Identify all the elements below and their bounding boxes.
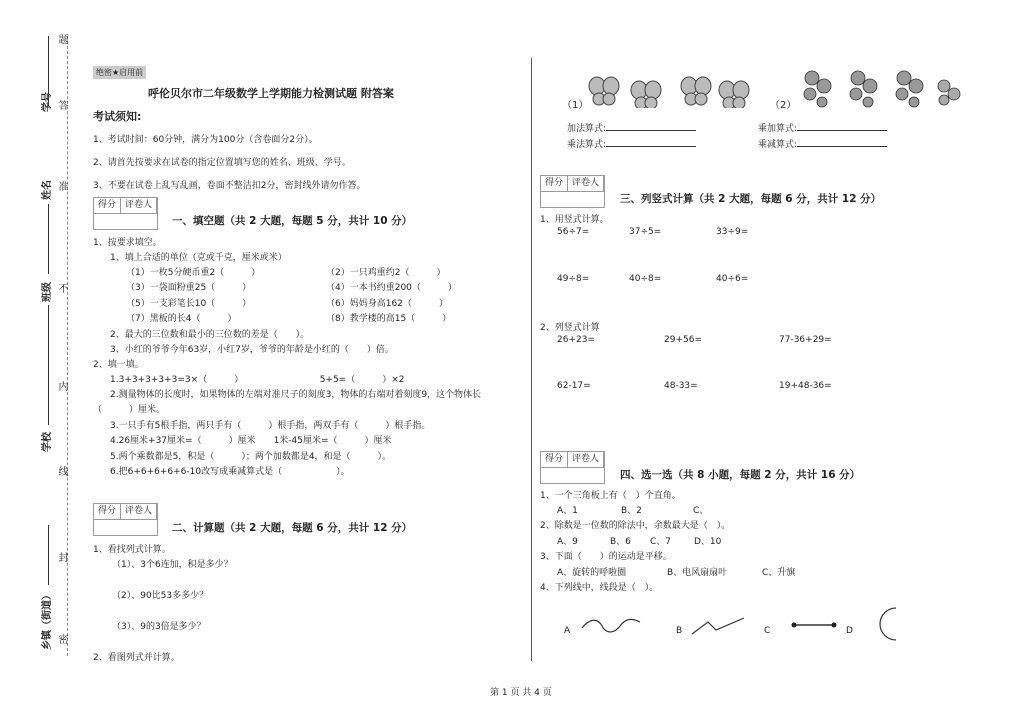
class-label: 班级 (42, 282, 53, 302)
mul-formula-2[interactable] (758, 137, 887, 150)
calc-item: 37÷5= (629, 227, 662, 237)
score-cell[interactable] (540, 192, 605, 208)
butterfly-icon (719, 81, 749, 108)
option[interactable]: C、 (693, 506, 709, 516)
score-box (93, 503, 158, 520)
fill-item: 3.一只手有5根手指，两只手有（ ）根手指，两双手有（ ）根手指。 (110, 421, 431, 431)
fill-item: 5.两个乘数都是5，积是（ ）；两个加数都是4，和是（ ）。 (110, 452, 392, 462)
picture-label-2: （2） (770, 100, 797, 111)
arc-figure (876, 606, 900, 642)
line-option-label[interactable]: C (764, 626, 771, 636)
line-option-label[interactable]: A (564, 626, 571, 636)
answer-line[interactable] (606, 137, 696, 147)
unit-item: （1）一枚5分硬币重2（ ） (126, 268, 261, 278)
muladd-formula-label: 乘加算式: (758, 124, 798, 134)
s1-q2: 2、填一填。 (93, 360, 144, 370)
calc-item: 33÷9= (716, 227, 749, 237)
name-label: 姓名 (42, 180, 53, 200)
unit-item: （3）一袋面粉重25（ ） (126, 283, 252, 293)
notice-item: 1、考试时间：60分钟，满分为100分（含卷面分2分）。 (93, 135, 318, 145)
option[interactable]: B、电风扇扇叶 (667, 568, 728, 578)
calc-item: 56÷7= (557, 227, 590, 237)
seal-char: 线 (56, 466, 67, 476)
calc-item: 62-17= (557, 381, 591, 391)
section4-title: 四、选一选（共 8 小题，每题 2 分，共计 16 分） (620, 469, 861, 481)
mul-formula-1[interactable] (567, 137, 696, 150)
s2-item: （1）、3个6连加，积是多少？ (112, 560, 233, 570)
s4-q4: 4、下列线中，线段是（ ）。 (540, 583, 659, 593)
seal-char: 准 (56, 181, 67, 191)
calc-item: 48-33= (664, 381, 698, 391)
grader-label: 评卷人 (121, 198, 157, 213)
class-line (48, 305, 49, 425)
fill-item: （ ）厘米。 (93, 405, 166, 415)
score-label: 得分 (94, 198, 121, 213)
unit-item: （4）一本书约重200（ ） (326, 283, 457, 293)
score-label: 得分 (94, 504, 121, 519)
flower-bush-icon (850, 71, 877, 107)
score-cell[interactable] (93, 520, 158, 536)
seal-char: 封 (56, 552, 67, 562)
grader-label: 评卷人 (121, 504, 157, 519)
mulsub-formula-label: 乘减算式: (758, 140, 798, 150)
s1-q1: 1、按要求填空。 (93, 238, 162, 248)
butterfly-icon (589, 77, 619, 105)
seal-char: 内 (56, 381, 67, 391)
picture-label-1: （1） (562, 100, 589, 111)
grader-label: 评卷人 (568, 176, 604, 191)
section2-title: 二、计算题（共 2 大题，每题 6 分，共计 12 分） (172, 522, 413, 534)
option[interactable]: A、旋转的呼啦圈 (557, 568, 627, 578)
option[interactable]: B、6 (610, 537, 631, 547)
column-divider (531, 58, 532, 661)
s2-item: （2）、90比53多多少？ (112, 591, 209, 601)
section1-title: 一、填空题（共 2 大题，每题 5 分，共计 10 分） (172, 215, 413, 227)
confidential-badge: 绝密★启用前 (93, 66, 146, 79)
student-id-line (48, 36, 49, 106)
s1-q1-sub1: 1、填上合适的单位（克或千克，厘米或米） (110, 253, 287, 263)
unit-item: （2）一只鸡重约2（ ） (326, 268, 446, 278)
option[interactable]: C、7 (650, 537, 672, 547)
score-label: 得分 (541, 452, 568, 467)
calc-item: 40÷6= (716, 274, 749, 284)
unit-item: （8）教学楼的高15（ ） (326, 314, 452, 324)
option[interactable]: D、10 (694, 537, 722, 547)
s2-q2: 2、看图列式并计算。 (93, 653, 180, 663)
mul-formula-label: 乘法算式: (567, 140, 607, 150)
s1-q1-sub2: 2、最大的三位数和最小的三位数的差是（ ）。 (110, 330, 310, 340)
flower-bush-icon (896, 71, 923, 107)
line-option-label[interactable]: D (846, 626, 853, 636)
school-label: 学校 (42, 432, 53, 452)
flower-bush-icon (804, 71, 831, 107)
option[interactable]: B、2 (621, 506, 642, 516)
unit-item: （5）一支彩笔长10（ ） (126, 299, 252, 309)
town-label: 乡镇（街道） (42, 590, 53, 650)
add-formula-2[interactable] (758, 121, 887, 134)
calc-item: 19+48-36= (779, 381, 832, 391)
calc-item: 77-36+29= (779, 335, 832, 345)
add-formula-1[interactable] (567, 121, 696, 134)
s1-q1-sub3: 3、小红的爷爷今年63岁，小红7岁，爷爷的年龄是小红的（ ）倍。 (110, 345, 394, 355)
s3-q1: 1、用竖式计算。 (540, 215, 609, 225)
name-line (48, 204, 49, 274)
wavy-line-figure (580, 614, 642, 638)
butterfly-icon (631, 81, 661, 108)
seal-char: 密 (56, 634, 67, 644)
student-id-label: 学号 (42, 92, 53, 112)
fill-item: 4.26厘米+37厘米=（ ）厘米 1米-45厘米=（ ）厘米 (110, 436, 392, 446)
add-formula-label: 加法算式: (567, 124, 607, 134)
s4-q2: 2、除数是一位数的除法中，余数最大是（ ）。 (540, 521, 731, 531)
fill-item: 1.3+3+3+3+3=3×（ ） 5+5=（ ）×2 (110, 375, 405, 385)
score-box (540, 175, 605, 192)
calc-item: 26+23= (557, 335, 595, 345)
score-box (540, 451, 605, 468)
unit-item: （6）妈妈身高162（ ） (326, 299, 448, 309)
school-line (48, 525, 49, 585)
score-cell[interactable] (93, 214, 158, 230)
score-label: 得分 (541, 176, 568, 191)
score-box (93, 197, 158, 214)
notice-heading: 考试须知: (93, 110, 142, 123)
s4-q3: 3、下面（ ）的运动是平移。 (540, 552, 672, 562)
line-option-label[interactable]: B (676, 626, 683, 636)
calc-item: 40÷8= (629, 274, 662, 284)
zigzag-line-figure (690, 614, 746, 638)
calc-item: 29+56= (664, 335, 702, 345)
answer-line[interactable] (606, 121, 696, 131)
flower-group-image (798, 64, 968, 110)
calc-item: 49÷8= (557, 274, 590, 284)
option[interactable]: C、升旗 (762, 568, 796, 578)
unit-item: （7）黑板的长4（ ） (126, 314, 237, 324)
fill-item: 2.测量物体的长度时，如果物体的左端对准尺子的刻度3，物体的右端对着刻度9，这个物体长 (110, 390, 482, 400)
s2-item: （3）、9的3倍是多少？ (112, 622, 206, 632)
option[interactable]: A、1 (557, 506, 578, 516)
notice-item: 3、不要在试卷上乱写乱画，卷面不整洁扣2分，密封线外请勿作答。 (93, 181, 366, 191)
seal-char: 题 (56, 34, 67, 44)
answer-line[interactable] (797, 121, 887, 131)
butterfly-group-image (587, 74, 757, 108)
option[interactable]: A、9 (557, 537, 578, 547)
binding-line (67, 36, 68, 656)
butterfly-icon (681, 77, 711, 105)
s4-q1: 1、一个三角板上有（ ）个直角。 (540, 491, 681, 501)
seal-char: 答 (56, 100, 67, 110)
section3-title: 三、列竖式计算（共 2 大题，每题 6 分，共计 12 分） (620, 193, 882, 205)
notice-item: 2、请首先按要求在试卷的指定位置填写您的姓名、班级、学号。 (93, 158, 351, 168)
answer-line[interactable] (797, 137, 887, 147)
s3-q2: 2、列竖式计算 (540, 323, 600, 333)
page-title: 呼伦贝尔市二年级数学上学期能力检测试题 附答案 (148, 87, 394, 100)
segment-figure (790, 618, 838, 632)
page-number: 第 1 页 共 4 页 (490, 688, 552, 698)
flower-bush-icon (938, 80, 960, 105)
grader-label: 评卷人 (568, 452, 604, 467)
seal-char: 不 (56, 283, 67, 293)
fill-item: 6.把6+6+6+6+6-10改写成乘减算式是（ ）。 (110, 467, 350, 477)
score-cell[interactable] (540, 468, 605, 484)
s2-q1: 1、看找列式计算。 (93, 545, 171, 555)
